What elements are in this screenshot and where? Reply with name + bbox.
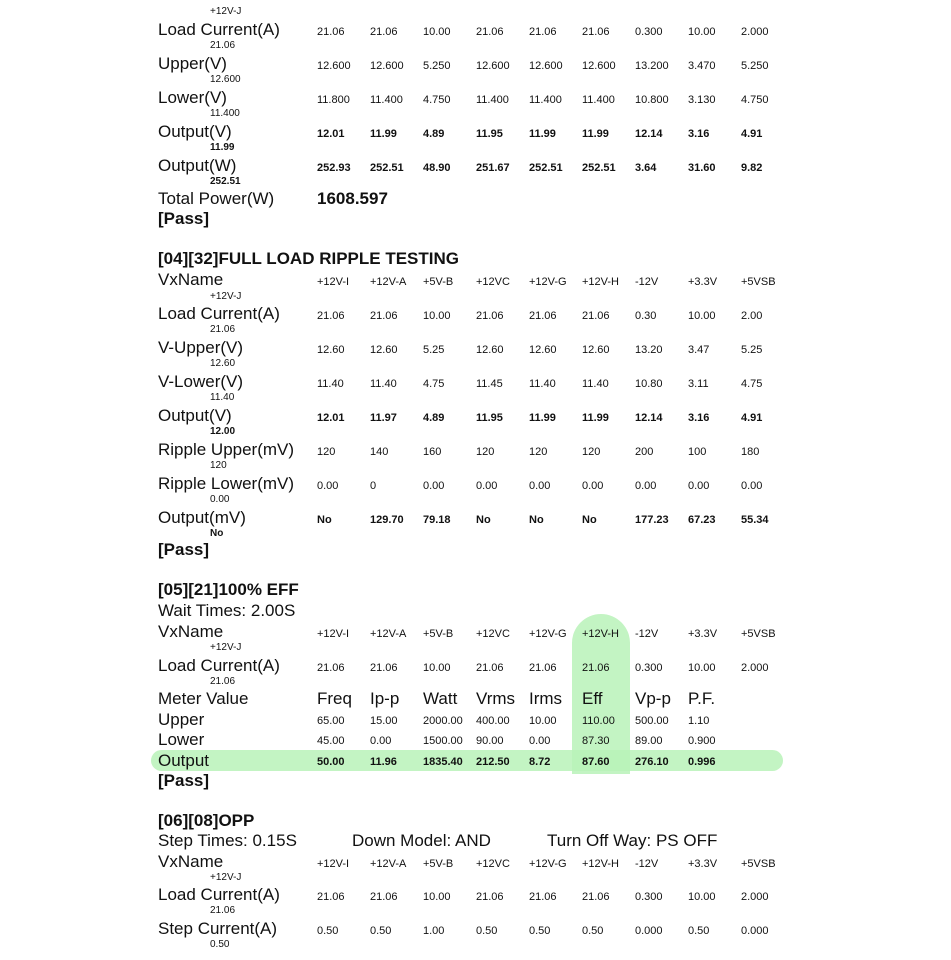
value-cell: 0.00 [741,480,763,492]
value-cell: 11.99 [582,412,609,424]
value-cell: 276.10 [635,756,669,768]
row-sub-value: 21.06 [210,905,236,916]
value-cell: 11.99 [370,128,397,140]
value-cell: 5.250 [741,60,769,72]
meter-value-label: Meter Value [158,689,249,708]
value-cell: 129.70 [370,514,404,526]
value-cell: 0.00 [370,735,392,747]
value-cell: 0.50 [370,925,392,937]
value-cell: 31.60 [688,162,716,174]
pass-status: [Pass] [158,209,210,228]
value-cell: 3.130 [688,94,716,106]
value-cell: +5VSB [741,276,776,288]
value-cell: 90.00 [476,735,504,747]
load-current-label: Load Current(A) [158,656,280,675]
value-cell: 1.00 [423,925,445,937]
row-sub-value: 12.00 [210,426,236,437]
value-cell: 0.300 [635,26,663,38]
vxname-sub-label: +12V-J [210,6,242,17]
value-cell: 400.00 [476,715,510,727]
value-cell: 11.99 [582,128,609,140]
value-cell: 21.06 [370,662,398,674]
row-sub-value: 252.51 [210,176,241,187]
value-cell: 100 [688,446,707,458]
value-cell: 10.00 [423,891,451,903]
value-cell: 11.40 [370,378,397,390]
value-cell: 3.16 [688,128,710,140]
value-cell: 10.00 [423,26,451,38]
value-cell: 120 [582,446,601,458]
value-cell: No [582,514,597,526]
value-cell: 21.06 [582,26,610,38]
value-cell: 0.300 [635,662,663,674]
value-cell: 10.00 [423,310,451,322]
value-cell: +12V-A [370,628,407,640]
vxname-sub-label: +12V-J [210,291,242,302]
value-cell: +12V-H [582,858,619,870]
value-cell: 12.600 [529,60,563,72]
row-label: V-Upper(V) [158,338,244,357]
value-cell: 110.00 [582,715,615,727]
row-label: Load Current(A) [158,304,280,323]
row-label: V-Lower(V) [158,372,244,391]
value-cell: 3.11 [688,378,709,390]
value-cell: 10.00 [688,26,716,38]
row-label: Ripple Lower(mV) [158,474,295,493]
value-cell: -12V [635,276,659,288]
value-cell: +12V-H [582,628,619,640]
value-cell: Freq [317,689,352,708]
value-cell: 87.60 [582,756,610,768]
value-cell: 10.80 [635,378,663,390]
value-cell: 21.06 [476,26,504,38]
value-cell: 12.60 [476,344,504,356]
value-cell: +5V-B [423,276,454,288]
value-cell: 21.06 [317,310,345,322]
value-cell: 21.06 [476,662,504,674]
value-cell: 177.23 [635,514,669,526]
value-cell: 10.00 [688,891,716,903]
value-cell: 21.06 [476,310,504,322]
value-cell: 12.01 [317,128,345,140]
row-label: Load Current(A) [158,20,280,39]
value-cell: 11.96 [370,756,397,768]
value-cell: 9.82 [741,162,763,174]
value-cell: 4.75 [741,378,763,390]
value-cell: 10.00 [529,715,557,727]
value-cell: +12V-I [317,858,350,870]
pass-status: [Pass] [158,771,210,790]
value-cell: 21.06 [317,662,345,674]
value-cell: 11.400 [370,94,403,106]
value-cell: 252.93 [317,162,351,174]
value-cell: 2.000 [741,891,769,903]
value-cell: -12V [635,858,659,870]
value-cell: 3.16 [688,412,710,424]
value-cell: 2.000 [741,26,769,38]
value-cell: 89.00 [635,735,663,747]
value-cell: 5.250 [423,60,451,72]
value-cell: +3.3V [688,276,718,288]
value-cell: 79.18 [423,514,451,526]
value-cell: 0.00 [476,480,498,492]
row-sub-value: 12.600 [210,74,241,85]
value-cell: 3.64 [635,162,657,174]
value-cell: 4.91 [741,128,763,140]
value-cell: +12VC [476,276,510,288]
value-cell: 0.00 [529,735,551,747]
value-cell: 12.60 [582,344,610,356]
value-cell: 50.00 [317,756,345,768]
value-cell: 0 [370,480,377,492]
value-cell: 5.25 [741,344,763,356]
value-cell: 4.89 [423,128,445,140]
row-sub-value: 11.40 [210,392,235,403]
value-cell: 11.400 [529,94,562,106]
row-label: Upper(V) [158,54,227,73]
value-cell: 55.34 [741,514,769,526]
value-cell: +12V-G [529,276,567,288]
value-cell: 11.40 [582,378,609,390]
section-title: [05][21]100% EFF [158,580,299,599]
value-cell: 12.60 [529,344,557,356]
value-cell: 0.000 [741,925,769,937]
value-cell: 0.00 [635,480,657,492]
value-cell: 12.600 [476,60,510,72]
lower-label: Lower [158,730,205,749]
value-cell: +5V-B [423,858,454,870]
row-sub-value: 12.60 [210,358,236,369]
value-cell: 67.23 [688,514,716,526]
value-cell: 5.25 [423,344,445,356]
value-cell: +12V-A [370,858,407,870]
row-label: Lower(V) [158,88,227,107]
value-cell: 48.90 [423,162,451,174]
value-cell: 120 [476,446,495,458]
value-cell: +12V-A [370,276,407,288]
vxname-sub-label: +12V-J [210,872,242,883]
value-cell: +12VC [476,858,510,870]
value-cell: +12V-G [529,858,567,870]
value-cell: 0.50 [317,925,339,937]
value-cell: 0.900 [688,735,716,747]
value-cell: No [476,514,491,526]
value-cell: 13.200 [635,60,669,72]
row-sub-value: 120 [210,460,227,471]
value-cell: 0.50 [476,925,498,937]
turn-off-way: Turn Off Way: PS OFF [547,831,718,850]
value-cell: 11.45 [476,378,503,390]
value-cell: 4.75 [423,378,445,390]
value-cell: 4.89 [423,412,445,424]
value-cell: 11.40 [317,378,344,390]
value-cell: 0.00 [688,480,710,492]
value-cell: No [529,514,544,526]
value-cell: 10.800 [635,94,669,106]
value-cell: 21.06 [370,891,398,903]
value-cell: 120 [529,446,548,458]
pass-status: [Pass] [158,540,210,559]
row-sub-value: 11.99 [210,142,235,153]
value-cell: 21.06 [582,891,610,903]
value-cell: 0.50 [582,925,604,937]
value-cell: 0.000 [635,925,663,937]
value-cell: 1.10 [688,715,710,727]
value-cell: 11.95 [476,412,503,424]
value-cell: 0.00 [317,480,339,492]
value-cell: +3.3V [688,628,718,640]
value-cell: 200 [635,446,654,458]
value-cell: 21.06 [529,26,557,38]
value-cell: 21.06 [370,310,398,322]
vxname-label: VxName [158,852,224,871]
value-cell: 252.51 [529,162,563,174]
wait-times: Wait Times: 2.00S [158,601,296,620]
value-cell: 252.51 [370,162,404,174]
row-sub-value: 0.50 [210,939,230,950]
value-cell: 0.996 [688,756,716,768]
row-label: Output(V) [158,122,232,141]
value-cell: 21.06 [529,310,557,322]
row-sub-value: No [210,528,224,539]
value-cell: 87.30 [582,735,610,747]
value-cell: 45.00 [317,735,345,747]
output-label: Output [158,751,210,770]
value-cell: 0.300 [635,891,663,903]
total-power-value: 1608.597 [317,189,388,208]
value-cell: 21.06 [317,26,345,38]
value-cell: 0.50 [688,925,710,937]
vxname-label: VxName [158,270,224,289]
value-cell: +12V-I [317,628,350,640]
section-title: [06][08]OPP [158,811,255,830]
value-cell: 4.91 [741,412,763,424]
value-cell: +5V-B [423,628,454,640]
value-cell: 11.400 [476,94,509,106]
value-cell: 11.99 [529,128,556,140]
value-cell: 2.00 [741,310,763,322]
row-sub-value: 0.00 [210,494,230,505]
load-current-sub-value: 21.06 [210,676,236,687]
value-cell: 500.00 [635,715,669,727]
value-cell: +3.3V [688,858,718,870]
value-cell: 11.400 [582,94,615,106]
value-cell: 12.14 [635,412,663,424]
value-cell: 3.470 [688,60,716,72]
value-cell: 15.00 [370,715,398,727]
value-cell: 12.14 [635,128,663,140]
value-cell: 12.600 [317,60,351,72]
value-cell: 11.97 [370,412,397,424]
value-cell: 21.06 [476,891,504,903]
value-cell: 2000.00 [423,715,463,727]
value-cell: +5VSB [741,628,776,640]
value-cell: 12.600 [370,60,404,72]
value-cell: 160 [423,446,442,458]
value-cell: Ip-p [370,689,400,708]
value-cell: +12V-H [582,276,619,288]
value-cell: 11.99 [529,412,556,424]
value-cell: 12.60 [317,344,345,356]
row-label: Load Current(A) [158,885,280,904]
value-cell: Vrms [476,689,516,708]
section-title: [04][32]FULL LOAD RIPPLE TESTING [158,249,459,268]
value-cell: Watt [423,689,458,708]
row-sub-value: 11.400 [210,108,240,119]
value-cell: 4.750 [741,94,769,106]
value-cell: 21.06 [529,891,557,903]
value-cell: P.F. [688,689,716,708]
row-label: Ripple Upper(mV) [158,440,295,459]
value-cell: Vp-p [635,689,671,708]
value-cell: 1835.40 [423,756,463,768]
value-cell: 21.06 [582,662,610,674]
value-cell: 10.00 [688,310,716,322]
value-cell: 13.20 [635,344,663,356]
value-cell: +5VSB [741,858,776,870]
row-label: Output(V) [158,406,232,425]
value-cell: 8.72 [529,756,551,768]
value-cell: Irms [529,689,563,708]
value-cell: 21.06 [529,662,557,674]
value-cell: 11.40 [529,378,556,390]
value-cell: 3.47 [688,344,710,356]
value-cell: 0.50 [529,925,551,937]
value-cell: +12VC [476,628,510,640]
value-cell: +12V-I [317,276,350,288]
vxname-label: VxName [158,622,224,641]
value-cell: Eff [582,689,603,708]
value-cell: 180 [741,446,760,458]
value-cell: 0.00 [582,480,604,492]
value-cell: 0.00 [423,480,445,492]
value-cell: 65.00 [317,715,345,727]
row-sub-value: 21.06 [210,324,236,335]
value-cell: 4.750 [423,94,451,106]
value-cell: 21.06 [317,891,345,903]
value-cell: -12V [635,628,659,640]
row-sub-value: 21.06 [210,40,236,51]
value-cell: 2.000 [741,662,769,674]
value-cell: 252.51 [582,162,616,174]
row-label: Output(W) [158,156,237,175]
value-cell: 0.30 [635,310,657,322]
row-label: Output(mV) [158,508,246,527]
value-cell: 12.01 [317,412,345,424]
value-cell: +12V-G [529,628,567,640]
down-model: Down Model: AND [352,831,491,850]
value-cell: 251.67 [476,162,510,174]
value-cell: 12.600 [582,60,616,72]
row-label: Step Current(A) [158,919,278,938]
value-cell: 12.60 [370,344,398,356]
value-cell: 11.95 [476,128,503,140]
value-cell: No [317,514,332,526]
value-cell: 11.800 [317,94,350,106]
value-cell: 10.00 [688,662,716,674]
total-power-label: Total Power(W) [158,189,275,208]
value-cell: 10.00 [423,662,451,674]
upper-label: Upper [158,710,205,729]
value-cell: 140 [370,446,389,458]
vxname-sub-label: +12V-J [210,642,242,653]
value-cell: 0.00 [529,480,551,492]
step-times: Step Times: 0.15S [158,831,297,850]
value-cell: 212.50 [476,756,510,768]
value-cell: 120 [317,446,336,458]
value-cell: 21.06 [582,310,610,322]
value-cell: 1500.00 [423,735,463,747]
value-cell: 21.06 [370,26,398,38]
